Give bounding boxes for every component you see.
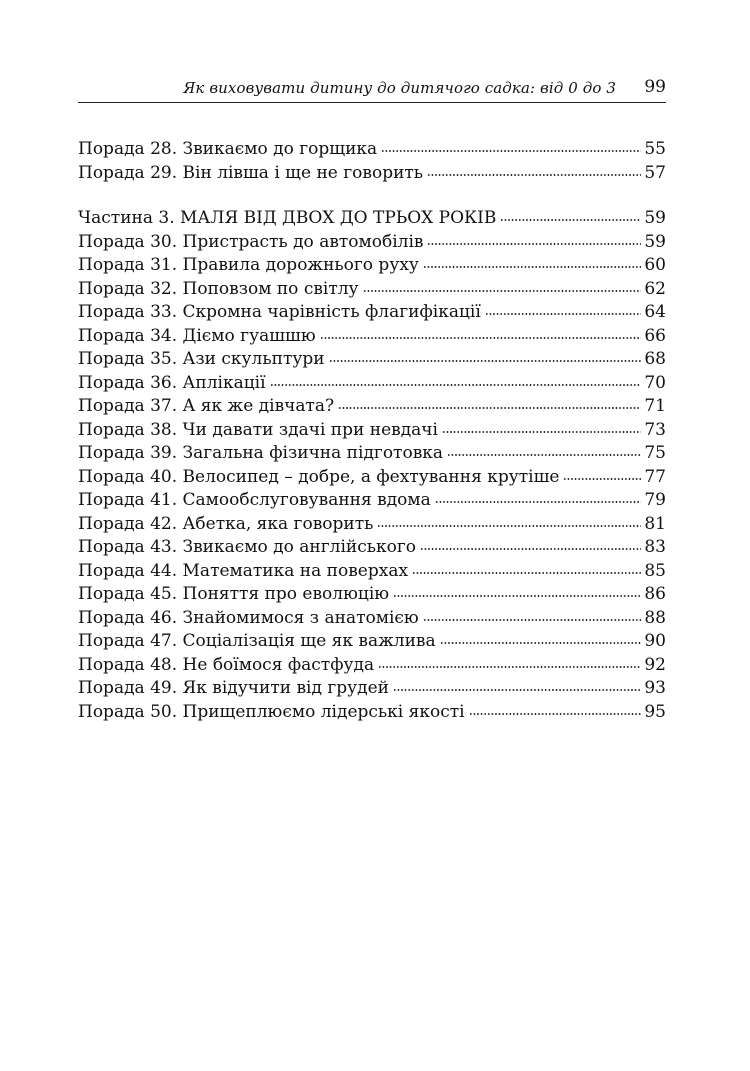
toc-leader-dots xyxy=(435,501,642,503)
toc-leader-dots xyxy=(393,595,641,597)
toc-entry xyxy=(78,162,666,186)
toc-entry-title: Порада 34. Діємо гуашшю xyxy=(78,325,316,346)
toc-entry xyxy=(78,513,666,537)
toc-leader-dots xyxy=(423,266,641,268)
toc-entry xyxy=(78,654,666,678)
toc-entry-page: 71 xyxy=(644,396,666,416)
toc-leader-dots xyxy=(563,478,641,480)
toc-leader-dots xyxy=(329,360,642,362)
toc-entry xyxy=(78,301,666,325)
toc-leader-dots xyxy=(420,548,641,550)
toc-entry-page: 55 xyxy=(644,139,666,159)
toc-entry xyxy=(78,677,666,701)
toc-entry-page: 95 xyxy=(644,701,666,722)
toc-entry-title: Частина 3. МАЛЯ ВІД ДВОХ ДО ТРЬОХ РОКІВ xyxy=(78,208,497,228)
toc-entry xyxy=(78,395,666,419)
toc-leader-dots xyxy=(378,666,641,668)
toc-leader-dots xyxy=(500,219,641,221)
page-number: 99 xyxy=(644,77,666,97)
toc-entry xyxy=(78,583,666,607)
toc-entry xyxy=(78,254,666,278)
running-header-title: Як виховувати дитину до дитячого садка: від 0 до 3 xyxy=(183,79,616,97)
toc-entry-title: Порада 30. Пристрасть до автомобілів xyxy=(78,231,424,252)
toc-entry-page: 70 xyxy=(644,372,666,393)
toc-entry-page: 79 xyxy=(644,490,666,510)
toc-entry-page: 88 xyxy=(644,607,666,628)
toc-entry-title: Порада 42. Абетка, яка говорить xyxy=(78,513,374,534)
toc-leader-dots xyxy=(440,642,642,644)
toc-entry-title: Порада 33. Скромна чарівність флагифікації xyxy=(78,302,481,322)
toc-entry-page: 81 xyxy=(644,513,666,534)
running-header xyxy=(78,76,666,103)
toc-leader-dots xyxy=(485,313,642,315)
toc-leader-dots xyxy=(442,431,641,433)
toc-entry-title: Порада 49. Як відучити від грудей xyxy=(78,678,389,698)
toc-entry-title: Порада 35. Ази скульптури xyxy=(78,349,325,369)
toc-entry-page: 62 xyxy=(644,278,666,299)
toc-entry-title: Порада 44. Математика на поверхах xyxy=(78,560,409,581)
toc-leader-dots xyxy=(427,174,641,176)
toc-group-part3 xyxy=(78,207,666,724)
toc-leader-dots xyxy=(393,689,641,691)
toc-entry xyxy=(78,372,666,396)
toc-entry xyxy=(78,442,666,466)
toc-entry-title: Порада 50. Прищеплюємо лідерські якості xyxy=(78,701,465,722)
toc-entry-title: Порада 37. А як же дівчата? xyxy=(78,396,335,416)
toc-entry xyxy=(78,607,666,631)
toc-entry-page: 64 xyxy=(644,302,666,322)
toc-entry-title: Порада 48. Не боїмося фастфуда xyxy=(78,654,375,675)
toc-leader-dots xyxy=(270,384,642,386)
toc-leader-dots xyxy=(338,407,641,409)
toc-entry-title: Порада 47. Соціалізація ще як важлива xyxy=(78,631,436,651)
toc-entry-title: Порада 41. Самообслуговування вдома xyxy=(78,490,431,510)
toc-entry xyxy=(78,348,666,372)
toc-entry xyxy=(78,138,666,162)
toc-entry xyxy=(78,560,666,584)
toc-leader-dots xyxy=(469,713,642,715)
toc-entry-title: Порада 40. Велосипед – добре, а фехтування крутіше xyxy=(78,466,560,487)
toc-entry-page: 73 xyxy=(644,419,666,440)
toc-entry-page: 90 xyxy=(644,631,666,651)
toc-entry-page: 77 xyxy=(644,466,666,487)
toc-leader-dots xyxy=(447,454,641,456)
toc-entry xyxy=(78,536,666,560)
toc-entry-title: Порада 46. Знайомимося з анатомією xyxy=(78,607,419,628)
toc-entry xyxy=(78,489,666,513)
toc-entry-page: 57 xyxy=(644,162,666,183)
toc-entry-title: Порада 32. Поповзом по світлу xyxy=(78,278,359,299)
toc-entry-page: 83 xyxy=(644,537,666,557)
toc-entry-title: Порада 45. Поняття про еволюцію xyxy=(78,584,390,604)
toc-entry xyxy=(78,630,666,654)
toc-entry-page: 86 xyxy=(644,584,666,604)
toc-entry xyxy=(78,325,666,349)
toc-leader-dots xyxy=(320,337,642,339)
toc-entry-title: Порада 36. Аплікації xyxy=(78,372,266,393)
toc-entry-title: Порада 43. Звикаємо до англійського xyxy=(78,537,416,557)
toc-entry-page: 59 xyxy=(644,208,666,228)
toc-entry-page: 75 xyxy=(644,443,666,463)
toc-entry-page: 59 xyxy=(644,231,666,252)
toc-leader-dots xyxy=(377,525,641,527)
toc-entry-title: Порада 28. Звикаємо до горщика xyxy=(78,139,378,159)
table-of-contents xyxy=(78,138,666,724)
toc-entry-title: Порада 38. Чи давати здачі при невдачі xyxy=(78,419,438,440)
toc-entry-page: 92 xyxy=(644,654,666,675)
toc-leader-dots xyxy=(427,243,641,245)
toc-entry-page: 68 xyxy=(644,349,666,369)
toc-entry-title: Порада 39. Загальна фізична підготовка xyxy=(78,443,444,463)
toc-entry-title: Порада 29. Він лівша і ще не говорить xyxy=(78,162,424,183)
toc-leader-dots xyxy=(381,150,641,152)
toc-entry xyxy=(78,231,666,255)
toc-entry xyxy=(78,419,666,443)
toc-gap xyxy=(78,185,666,207)
toc-leader-dots xyxy=(363,290,642,292)
toc-entry xyxy=(78,207,666,231)
toc-entry-title: Порада 31. Правила дорожнього руху xyxy=(78,255,419,275)
toc-leader-dots xyxy=(412,572,641,574)
toc-entry-page: 60 xyxy=(644,255,666,275)
toc-entry-page: 66 xyxy=(644,325,666,346)
toc-group-part2-tail xyxy=(78,138,666,185)
toc-leader-dots xyxy=(423,619,642,621)
toc-entry-page: 93 xyxy=(644,678,666,698)
toc-entry xyxy=(78,466,666,490)
toc-entry xyxy=(78,701,666,725)
toc-entry-page: 85 xyxy=(644,560,666,581)
toc-entry xyxy=(78,278,666,302)
